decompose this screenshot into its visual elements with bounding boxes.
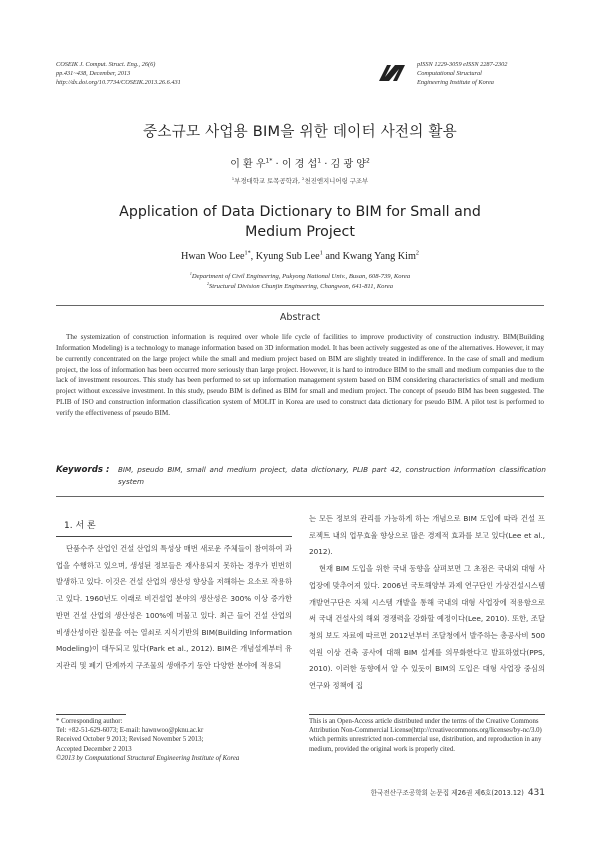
- author-3-en-mark: 2: [415, 250, 419, 257]
- affil-mark: 2: [206, 280, 209, 286]
- affiliation-korean: [0, 176, 600, 185]
- contact-info[interactable]: Tel: +82-51-629-6073; E-mail: hawnwoo@pknu.ac.kr: [56, 727, 204, 735]
- footnote: [56, 717, 292, 763]
- authors-english: [0, 251, 600, 262]
- received-date: Received October 9 2013; Revised November 5 2013;: [56, 736, 204, 744]
- page-number: 431: [527, 788, 545, 798]
- page-footer: [330, 787, 545, 798]
- author-1-ko-mark: 1*: [265, 157, 273, 165]
- paragraph: 는 모든 정보의 관리를 가능하게 하는 개념으로 BIM 도입에 따라 건설 프로젝트 내의 업무효율 향상으로 많은 경제적 효과를 보고 있다(Lee et al., 2012).: [309, 514, 545, 557]
- publisher-name-2: Engineering Institute of Korea: [417, 79, 494, 86]
- body-column-right: [309, 511, 545, 695]
- author-3-ko-mark: 2: [365, 157, 370, 165]
- paragraph: 단품수주 산업인 건설 산업의 특성상 매번 새로운 주체들이 참여하여 과업을 수행하고 있으며, 생성된 정보들은 재사용되지 못하는 경우가 빈번히 발생하고 있다. 이것은 건설 산업의 생산성 향상을 저해하는 요소로 작용하고 있다. 1960년도 이래로 비건설업 분야의 생산성은 300% 이상 증가한 반면 건설 산업의 생산성은 100%에 머물고 있다. 최근 들어 건설 산업의 비생산성이란 칠문을 여는 열쇠로 지식기반의 BIM(Building Information Modeling)이 대두되고 있다(Park et al., 2012). BIM은 개념설계부터 유지관리 및 폐기 단계까지 구조물의 생애주기 동안 다양한 분야에 적용되: [56, 544, 292, 670]
- affiliation-english: [0, 272, 600, 292]
- author-3-ko: 김 광 양: [330, 159, 366, 170]
- open-access-notice: This is an Open-Access article distributed under the terms of the Creative Commons Attribution Non-Commercial License(http://creativecommons.org/licenses/by-nc/3.0) which permits unrestricted non-commercial use, distribution, and reproduction in any medium, provided the original work is properly cited.: [309, 718, 542, 753]
- author-2-ko-mark: 1: [317, 157, 322, 165]
- author-1-en-mark: 1*: [244, 250, 251, 257]
- title-english: [60, 202, 540, 242]
- copyright: ©2013 by Computational Structural Engineering Institute of Korea: [56, 754, 240, 762]
- abstract-top-rule: [56, 305, 544, 306]
- author-1-en: Hwan Woo Lee: [181, 251, 245, 262]
- author-1-ko: 이 환 우: [230, 159, 266, 170]
- open-access-rule: [309, 714, 545, 715]
- journal-citation: [56, 60, 181, 87]
- keywords-label: Keywords :: [56, 465, 110, 475]
- accepted-date: Accepted December 2 2013: [56, 745, 132, 753]
- section-rule: [56, 536, 292, 537]
- author-2-en-mark: 1: [319, 250, 323, 257]
- author-2-ko: 이 경 섭: [281, 159, 318, 170]
- journal-name: COSEIK J. Comput. Struct. Eng., 26(6): [56, 61, 156, 68]
- journal-pages: pp.431~438, December, 2013: [56, 70, 131, 77]
- paragraph: 현재 BIM 도입을 위한 국내 동향을 살펴보면 그 초점은 국내외 대형 사업장에 맞추어져 있다. 2006년 국토해양부 과제 연구단인 가상건설시스템개발연구단은 자체 시스템 개발을 통해 국내의 대형 사업장에 적용함으로써 국내 건설사의 해외 경쟁력을 강화할 예정이다(Lee, 2010). 또한, 조달청의 보도 자료에 따르면 2012년부터 조달청에서 발주하는 총공사비 500억원 이상 건축 공사에 대해 BIM 설계를 의무화한다고 발표하였다(PPS, 2010). 이러한 동향에서 알 수 있듯이 BIM의 도입은 대형 사업장 중심의 연구와 정책에 집: [309, 564, 545, 691]
- body-column-left: [56, 541, 292, 675]
- abstract-bottom-rule: [56, 496, 544, 497]
- publisher-name-1: Computational Structural: [417, 70, 482, 77]
- affil-ko-1: 부경대학교 토목공학과,: [234, 177, 303, 185]
- author-2-en: , Kyung Sub Lee: [250, 251, 320, 262]
- footer-journal: 한국전산구조공학회 논문집 제26권 제6호(2013.12): [370, 789, 524, 797]
- affil-en-2: Structural Division Chunjin Engineering, Changwon, 641-811, Korea: [208, 283, 394, 290]
- issn: pISSN 1229-3059 eISSN 2287-2302: [417, 61, 508, 68]
- affil-ko-2: 천진엔지니어링 구조부: [304, 177, 369, 185]
- doi-link[interactable]: http://dx.doi.org/10.7734/COSEIK.2013.26.6.431: [56, 79, 181, 86]
- footnote-rule: [56, 714, 126, 715]
- title-english-line-2: Medium Project: [245, 224, 355, 240]
- authors-korean: [0, 155, 600, 170]
- author-separator: ·: [321, 159, 331, 170]
- abstract-heading: Abstract: [279, 312, 321, 323]
- title-english-line-1: Application of Data Dictionary to BIM for Small and: [119, 204, 481, 220]
- affil-mark: 2: [302, 175, 305, 181]
- abstract-body: The systemization of construction information is required over whole life cycle of facilities to improve productivity of construction industry. BIM(Building Information Modeling) is a technology to manage information based on 3D information model. It has been actively suggested as one of the alternatives. However, it may be currently concentrated on the large project while the small and medium project based on BIM are slightly treated in indifference. In the case of small and medium project, the loss of information has been occurred more seriously than large project. However, it is hard to introduce BIM to the small and medium companies due to the lack of investment resources. This study has been performed to set up information management system based on BIM considering characteristics of small and medium project without excessive investment. In this study, pseudo BIM is defined as BIM for small and medium project. The concept of pseudo BIM has been suggested. The PLIB of ISO and construction information classification system of MOLIT in Korea are used to construct data dictionary for pseudo BIM. A pilot test is performed to verify the effectiveness of pseudo BIM.: [56, 333, 544, 417]
- affil-en-1: Department of Civil Engineering, Pukyong National Univ., Busan, 608-739, Korea: [191, 273, 411, 280]
- section-heading: 1. 서 론: [64, 521, 96, 531]
- publisher-info: [417, 60, 507, 87]
- publisher-logo: [377, 63, 407, 83]
- keywords-list: BIM, pseudo BIM, small and medium project, data dictionary, PLIB part 42, construction information classification system: [118, 465, 546, 487]
- affil-mark: 1: [231, 175, 235, 181]
- title-korean: 중소규모 사업용 BIM을 위한 데이터 사전의 활용: [143, 123, 457, 140]
- corresponding-author: * Corresponding author:: [56, 718, 123, 725]
- affil-mark: 1: [189, 270, 192, 276]
- author-separator: ·: [272, 159, 282, 170]
- author-3-en: and Kwang Yang Kim: [322, 251, 416, 262]
